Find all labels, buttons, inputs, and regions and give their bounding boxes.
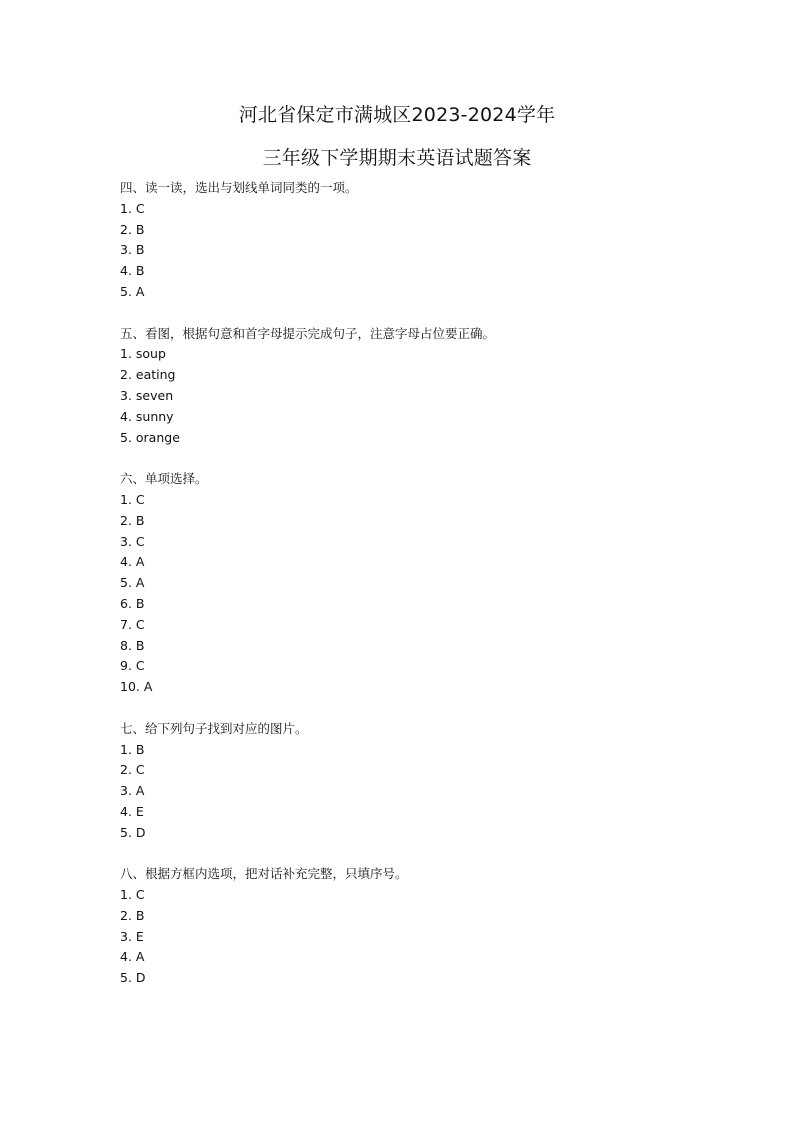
answer-item: 3. seven xyxy=(120,387,174,403)
answer-item: 5. D xyxy=(120,824,146,840)
answer-item: 5. orange xyxy=(120,429,180,445)
answer-item: 3. E xyxy=(120,928,144,944)
section-heading: 五、看图，根据句意和首字母提示完成句子，注意字母占位要正确。 xyxy=(120,325,496,341)
answer-item: 5. A xyxy=(120,283,145,299)
answer-item: 3. B xyxy=(120,242,145,258)
document-title: 河北省保定市满城区2023-2024学年 xyxy=(238,104,556,126)
section-7 xyxy=(120,719,680,844)
section-heading: 八、根据方框内选项，把对话补充完整，只填序号。 xyxy=(120,866,408,882)
answer-item: 2. B xyxy=(120,907,145,923)
answer-item: 1. C xyxy=(120,887,145,903)
section-heading: 四、读一读，选出与划线单词同类的一项。 xyxy=(120,180,358,195)
answer-item: 9. C xyxy=(120,658,145,674)
answer-item: 4. sunny xyxy=(120,408,174,424)
answer-item: 1. C xyxy=(120,200,145,216)
answer-item: 2. C xyxy=(120,762,145,778)
answer-item: 5. A xyxy=(120,575,145,591)
answer-item: 4. E xyxy=(120,803,144,819)
answer-item: 2. B xyxy=(120,221,145,237)
answer-item: 8. B xyxy=(120,637,145,653)
section-6 xyxy=(120,469,680,698)
section-5 xyxy=(120,324,680,449)
answer-item: 6. B xyxy=(120,595,145,611)
answer-item: 1. soup xyxy=(120,346,166,362)
answer-item: 4. B xyxy=(120,263,145,279)
answer-item: 1. C xyxy=(120,491,145,507)
section-heading: 六、单项选择。 xyxy=(120,471,208,487)
answer-item: 5. D xyxy=(120,970,146,986)
section-8 xyxy=(120,864,680,989)
answer-item: 2. eating xyxy=(120,367,176,383)
answer-item: 4. A xyxy=(120,949,145,965)
answer-item: 1. B xyxy=(120,741,145,757)
answer-item: 4. A xyxy=(120,554,145,570)
answer-item: 3. A xyxy=(120,783,145,799)
answer-item: 10. A xyxy=(120,679,153,695)
document-subtitle: 三年级下学期期末英语试题答案 xyxy=(262,147,532,169)
answer-item: 2. B xyxy=(120,512,145,528)
section-heading: 七、给下列句子找到对应的图片。 xyxy=(120,720,308,736)
answer-item: 3. C xyxy=(120,533,145,549)
answer-item: 7. C xyxy=(120,616,145,632)
answer-content xyxy=(120,178,680,989)
section-4 xyxy=(120,178,680,303)
